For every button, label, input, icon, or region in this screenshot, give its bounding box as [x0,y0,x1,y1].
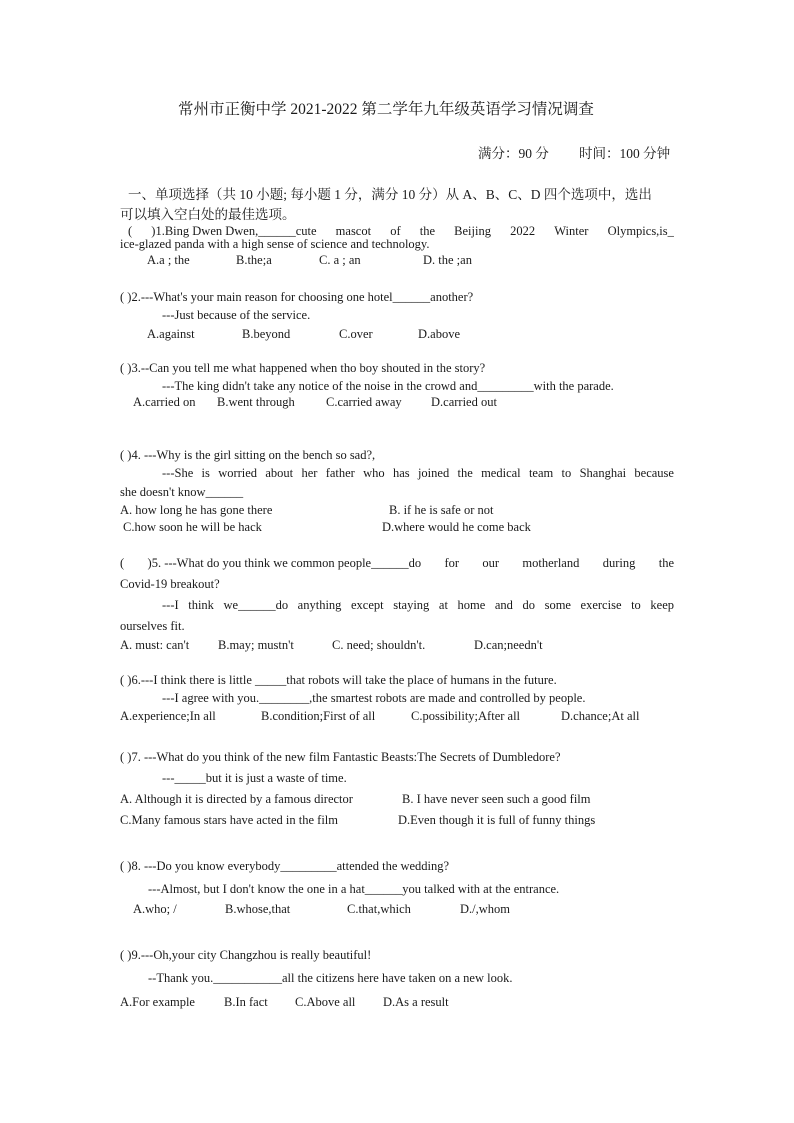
word: Winter [554,224,589,238]
question-1-line: ice-glazed panda with a high sense of science and technology. [120,237,430,251]
word: home [457,598,486,612]
option-a: A.against [147,327,195,341]
option-b: B. if he is safe or not [389,503,494,517]
option-c: C. a ; an [319,253,361,267]
question-4-line: she doesn't know______ [120,485,244,499]
word: motherland [522,556,580,570]
word: her [301,466,318,480]
question-2-line: ---Just because of the service. [162,308,311,322]
word: )5. ---What do you think we common people______do [147,556,422,570]
word: medical [481,466,521,480]
word: at [438,598,448,612]
question-3-line: ---The king didn't take any notice of the noise in the crowd and_________with the parade. [162,379,614,393]
word: Olympics,is_ [607,224,674,238]
question-6-line: ( )6.---I think there is little _____that robots will take the place of humans in the future. [120,673,557,687]
word: we______do [223,598,289,612]
option-a: A. must: can't [120,638,190,652]
question-5-line: Covid-19 breakout? [120,577,220,591]
option-a: A.who; / [133,902,177,916]
word: do [522,598,535,612]
question-5-line [162,598,674,612]
word: of [390,224,401,238]
question-7-line: ---_____but it is just a waste of time. [162,771,347,785]
time-limit: 时间：100 分钟 [579,146,671,161]
option-c: C.that,which [347,902,411,916]
word: except [351,598,384,612]
option-c: C.possibility;After all [411,709,521,723]
word: ---She [162,466,194,480]
word: Beijing [454,224,491,238]
question-9-line: --Thank you.___________all the citizens here have taken on a new look. [148,971,513,985]
word: the [658,556,674,570]
option-a: A.carried on [133,395,196,409]
option-b: B.went through [217,395,295,409]
full-score: 满分：90 分 [478,146,549,161]
word: our [482,556,500,570]
option-d: D.can;needn't [474,638,543,652]
word: for [444,556,460,570]
word: to [561,466,572,480]
option-a: A. Although it is directed by a famous director [120,792,353,806]
word: father [325,466,355,480]
question-8-line: ---Almost, but I don't know the one in a hat______you talked with at the entrance. [148,882,560,896]
word: and [494,598,513,612]
exam-title: 常州市正衡中学 2021-2022 第二学年九年级英语学习情况调查 [178,101,594,118]
word: 2022 [510,224,536,238]
option-a: A.For example [120,995,195,1009]
option-d: D.above [418,327,460,341]
option-b: B.In fact [224,995,268,1009]
option-c: C.carried away [326,395,402,409]
word: keep [650,598,674,612]
question-9-line: ( )9.---Oh,your city Changzhou is really beautiful! [120,948,372,962]
word: to [631,598,641,612]
word: mascot [335,224,372,238]
option-b: B.the;a [236,253,272,267]
question-4-line [162,466,674,480]
question-5-line: ourselves fit. [120,619,185,633]
word: anything [297,598,342,612]
option-b: B.may; mustn't [218,638,294,652]
word: because [634,466,674,480]
section-heading-line2: 可以填入空白处的最佳选项。 [120,207,296,222]
option-b: B.whose,that [225,902,291,916]
word: during [602,556,636,570]
option-b: B.beyond [242,327,291,341]
question-2-line: ( )2.---What's your main reason for choosing one hotel______another? [120,290,474,304]
question-4-line: ( )4. ---Why is the girl sitting on the bench so sad?, [120,448,376,462]
word: worried [218,466,258,480]
option-d: D.where would he come back [382,520,531,534]
word: ( [120,556,125,570]
option-d: D.As a result [383,995,449,1009]
word: the [419,224,436,238]
question-6-line: ---I agree with you.________,the smartest robots are made and controlled by people. [162,691,586,705]
question-7-line: ( )7. ---What do you think of the new film Fantastic Beasts:The Secrets of Dumbledore? [120,750,561,764]
word: )1.Bing Dwen Dwen,______cute [151,224,317,238]
section-heading-line1: 一、单项选择（共 10 小题; 每小题 1 分，满分 10 分）从 A、B、C、D 四个选项中，选出 [128,187,652,202]
word: is [201,466,210,480]
word: the [457,466,473,480]
option-b: B. I have never seen such a good film [402,792,591,806]
option-a: A. how long he has gone there [120,503,273,517]
word: think [188,598,214,612]
option-d: D. the ;an [423,253,472,267]
word: has [392,466,410,480]
option-d: D.carried out [431,395,497,409]
option-c: C. need; shouldn't. [332,638,426,652]
option-c: C.Many famous stars have acted in the film [120,813,338,827]
question-8-line: ( )8. ---Do you know everybody_________attended the wedding? [120,859,450,873]
word: who [363,466,385,480]
option-b: B.condition;First of all [261,709,376,723]
option-d: D.Even though it is full of funny things [398,813,596,827]
word: team [528,466,554,480]
option-c: C.over [339,327,373,341]
word: some [544,598,571,612]
word: ---I [162,598,179,612]
word: ( [128,224,133,238]
option-d: D.chance;At all [561,709,640,723]
option-d: D./,whom [460,902,510,916]
word: about [265,466,294,480]
question-3-line: ( )3.--Can you tell me what happened when tho boy shouted in the story? [120,361,486,375]
word: Shanghai [579,466,627,480]
option-c: C.how soon he will be hack [123,520,262,534]
question-5-line [120,556,674,570]
option-a: A.experience;In all [120,709,216,723]
word: joined [417,466,450,480]
option-a: A.a ; the [147,253,190,267]
word: exercise [580,598,622,612]
option-c: C.Above all [295,995,356,1009]
word: staying [393,598,430,612]
